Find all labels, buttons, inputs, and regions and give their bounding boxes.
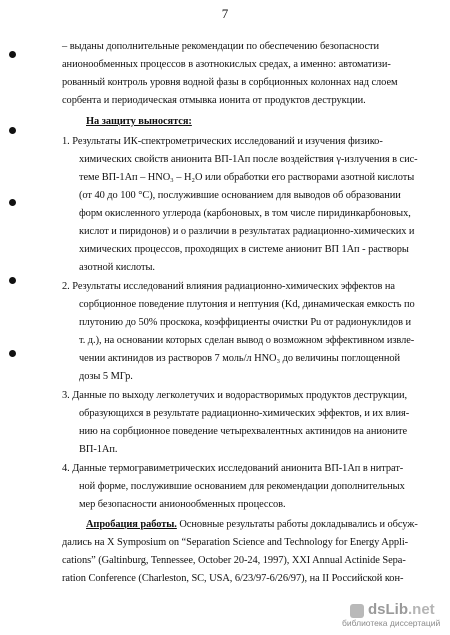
- text-line: 4. Данные термогравиметрических исследований анионита ВП-1Ап в нитрат-: [62, 463, 404, 474]
- binder-hole: [9, 127, 16, 134]
- text-line: – выданы дополнительные рекомендации по обеспечению безопасности: [62, 41, 380, 52]
- text-line: химических процессов, проходящих в системе анионит ВП 1Ап - растворы: [79, 244, 409, 255]
- text-line: дозы 5 МГр.: [79, 371, 133, 382]
- text-line: чении актинидов из растворов 7 моль/л HNO₃ до величины поглощенной: [79, 353, 401, 364]
- text-line: сорбента и периодическая отмывка ионита от продуктов деструкции.: [62, 95, 366, 106]
- text-line: нию на сорбционное поведение четырехвалентных актинидов на анионите: [79, 426, 408, 437]
- text-line: мер безопасности анионообменных процессов.: [79, 499, 286, 510]
- watermark-subtitle: библиотека диссертаций: [342, 618, 441, 628]
- watermark: [342, 601, 442, 631]
- text-line: рованный контроль уровня водной фазы в сорбционных колоннах над слоем: [62, 77, 398, 88]
- binder-hole: [9, 277, 16, 284]
- text-line: ВП-1Ап.: [79, 444, 118, 455]
- watermark-logo: [368, 601, 435, 618]
- paragraph-line: [86, 518, 418, 532]
- logo-tld: .net: [408, 601, 435, 618]
- page-number: 7: [221, 6, 229, 21]
- text-line: 3. Данные по выходу легколетучих и водорастворимых продуктов деструкции,: [62, 390, 408, 401]
- text-line: химических свойств анионита ВП-1Ап после воздействия γ-излучения в сис-: [79, 154, 418, 165]
- text-line: теме ВП-1Ап – HNO₃ – H₂O или обработки его растворами азотной кислоты: [79, 172, 415, 183]
- logo-main: dsLib: [368, 601, 408, 618]
- text-line: 1. Результаты ИК-спектрометрических исследований и изучения физико-: [62, 136, 383, 147]
- text-line: анионообменных процессов в азотнокислых средах, а именно: автоматизи-: [62, 59, 391, 70]
- text-line: ной форме, послужившие основанием для рекомендации дополнительных: [79, 481, 405, 492]
- section-heading: На защиту выносятся:: [86, 116, 192, 127]
- approbation-label: Апробация работы.: [86, 519, 177, 530]
- text-line: азотной кислоты.: [79, 262, 155, 273]
- text-line: (от 40 до 100 °С), послужившие основанием для выводов об образовании: [79, 190, 401, 201]
- text-line: образующихся в результате радиационно-химических эффектов, и их влия-: [79, 408, 410, 419]
- text-line: cations” (Galtinburg, Tennessee, October 20-24, 1997), XXI Annual Actinide Sepa-: [62, 555, 406, 566]
- binder-hole: [9, 51, 16, 58]
- text-line: ration Conference (Charleston, SC, USA, 6/23/97-6/26/97), на II Российской кон-: [62, 573, 404, 584]
- text-line: кислот и пиридонов) и о различии в результатах радиационно-химических и: [79, 226, 415, 237]
- text-line: плутонию до 50% проскока, коэффициенты очистки Pu от радионуклидов и: [79, 317, 411, 328]
- logo-mark-icon: [350, 604, 364, 618]
- text-line: 2. Результаты исследований влияния радиационно-химических эффектов на: [62, 281, 395, 292]
- text-line: сорбционное поведение плутония и нептуния (Kd, динамическая емкость по: [79, 299, 415, 310]
- text-run: Основные результаты работы докладывались и обсуж-: [176, 519, 418, 530]
- binder-hole: [9, 350, 16, 357]
- text-line: т. д.), на основании которых сделан вывод о возможном эффективном извле-: [79, 335, 415, 346]
- text-line: дались на X Symposium on “Separation Science and Technology for Energy Appli-: [62, 537, 409, 548]
- text-line: форм окисленного углерода (карбоновых, в том числе пиридинкарбоновых,: [79, 208, 411, 219]
- binder-hole: [9, 199, 16, 206]
